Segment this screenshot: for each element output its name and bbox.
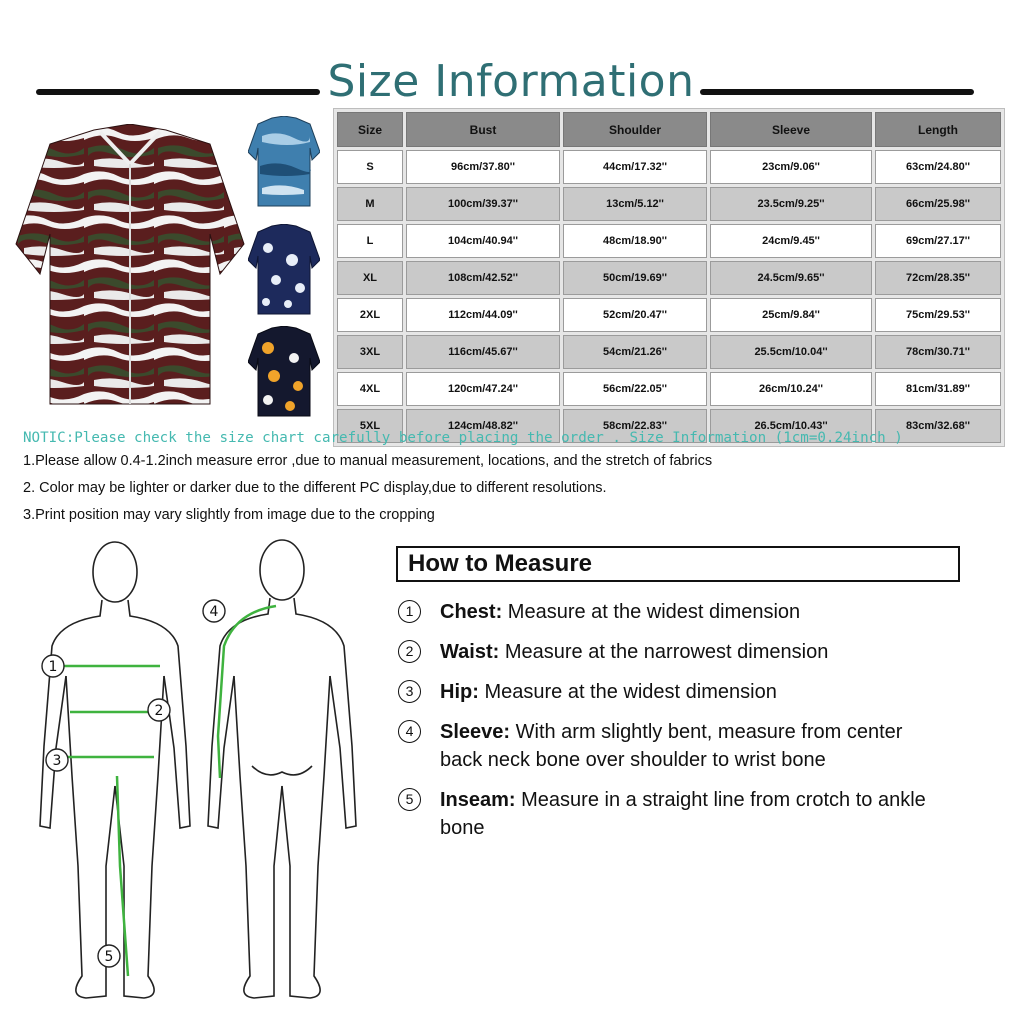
measure-num: 3	[398, 680, 421, 703]
measure-num: 4	[398, 720, 421, 743]
cell-sleeve: 24cm/9.45''	[710, 224, 872, 258]
cell-size: 3XL	[337, 335, 403, 369]
cell-shoulder: 58cm/22.83''	[563, 409, 707, 443]
cell-size: M	[337, 187, 403, 221]
marker-label-2: 2	[154, 703, 164, 719]
marker-label-5: 5	[104, 949, 114, 965]
marker-label-4: 4	[209, 604, 219, 620]
cell-sleeve: 26cm/10.24''	[710, 372, 872, 406]
title-rule-left	[36, 89, 320, 95]
cell-size: XL	[337, 261, 403, 295]
header-length: Length	[875, 112, 1001, 147]
measure-item-inseam	[396, 786, 996, 842]
how-to-measure-box	[396, 546, 960, 582]
table-row	[337, 261, 1001, 295]
cell-length: 81cm/31.89''	[875, 372, 1001, 406]
cell-bust: 104cm/40.94''	[406, 224, 560, 258]
header-size: Size	[337, 112, 403, 147]
cell-shoulder: 48cm/18.90''	[563, 224, 707, 258]
note-2: 2. Color may be lighter or darker due to the different PC display,due to different resolutions.	[23, 480, 607, 496]
note-1: 1.Please allow 0.4-1.2inch measure error ,due to manual measurement, locations, and the stretch of fabrics	[23, 453, 713, 469]
cell-bust: 96cm/37.80''	[406, 150, 560, 184]
table-body	[337, 150, 1001, 443]
cell-length: 75cm/29.53''	[875, 298, 1001, 332]
measure-label: Sleeve:	[440, 721, 511, 743]
header-sleeve: Sleeve	[710, 112, 872, 147]
measure-item-sleeve	[396, 718, 996, 774]
measure-item-chest	[396, 598, 996, 626]
table-header-row	[337, 112, 1001, 147]
header-bust: Bust	[406, 112, 560, 147]
cell-sleeve: 25cm/9.84''	[710, 298, 872, 332]
measure-label: Hip:	[440, 681, 479, 703]
cell-size: 5XL	[337, 409, 403, 443]
cell-length: 69cm/27.17''	[875, 224, 1001, 258]
cell-shoulder: 56cm/22.05''	[563, 372, 707, 406]
measure-num: 1	[398, 600, 421, 623]
measure-list	[396, 598, 996, 854]
cell-length: 72cm/28.35''	[875, 261, 1001, 295]
size-table	[333, 108, 1005, 447]
page-title: Size Information	[327, 56, 695, 107]
shirt-thumb-orange-floral	[248, 326, 320, 418]
table-row	[337, 150, 1001, 184]
cell-bust: 100cm/39.37''	[406, 187, 560, 221]
table-row	[337, 335, 1001, 369]
cell-bust: 124cm/48.82''	[406, 409, 560, 443]
measure-label: Chest:	[440, 601, 503, 623]
cell-size: L	[337, 224, 403, 258]
measure-num: 2	[398, 640, 421, 663]
measure-text: With arm slightly bent, measure from center back neck bone over shoulder to wrist bone	[440, 721, 903, 771]
measure-item-waist	[396, 638, 996, 666]
cell-sleeve: 25.5cm/10.04''	[710, 335, 872, 369]
marker-label-3: 3	[52, 753, 62, 769]
shirt-main-image	[14, 124, 246, 408]
measure-num: 5	[398, 788, 421, 811]
cell-bust: 108cm/42.52''	[406, 261, 560, 295]
cell-shoulder: 50cm/19.69''	[563, 261, 707, 295]
measure-text: Measure in a straight line from crotch to ankle bone	[440, 789, 926, 839]
cell-shoulder: 44cm/17.32''	[563, 150, 707, 184]
measure-label: Inseam:	[440, 789, 516, 811]
title-rule-right	[700, 89, 974, 95]
measure-text: Measure at the narrowest dimension	[499, 641, 829, 663]
how-to-measure-title: How to Measure	[408, 550, 593, 577]
measure-label: Waist:	[440, 641, 500, 663]
back-body-figure	[196, 536, 364, 1004]
cell-bust: 112cm/44.09''	[406, 298, 560, 332]
cell-shoulder: 13cm/5.12''	[563, 187, 707, 221]
cell-sleeve: 23.5cm/9.25''	[710, 187, 872, 221]
cell-bust: 120cm/47.24''	[406, 372, 560, 406]
front-body-figure	[20, 536, 200, 1004]
cell-size: 2XL	[337, 298, 403, 332]
measure-item-hip	[396, 678, 996, 706]
cell-length: 83cm/32.68''	[875, 409, 1001, 443]
cell-sleeve: 26.5cm/10.43''	[710, 409, 872, 443]
header-shoulder: Shoulder	[563, 112, 707, 147]
measure-text: Measure at the widest dimension	[502, 601, 801, 623]
cell-sleeve: 23cm/9.06''	[710, 150, 872, 184]
cell-length: 66cm/25.98''	[875, 187, 1001, 221]
note-3: 3.Print position may vary slightly from image due to the cropping	[23, 507, 435, 523]
cell-length: 78cm/30.71''	[875, 335, 1001, 369]
table-row	[337, 224, 1001, 258]
shirt-thumb-blue-camo	[248, 116, 320, 208]
cell-shoulder: 52cm/20.47''	[563, 298, 707, 332]
measure-text: Measure at the widest dimension	[478, 681, 777, 703]
marker-label-1: 1	[48, 659, 58, 675]
table-row	[337, 187, 1001, 221]
cell-size: S	[337, 150, 403, 184]
cell-length: 63cm/24.80''	[875, 150, 1001, 184]
cell-bust: 116cm/45.67''	[406, 335, 560, 369]
table-row	[337, 372, 1001, 406]
notice-text: NOTIC:Please check the size chart carefully before placing the order . Size Information (1cm=0.24inch )	[23, 430, 903, 446]
cell-size: 4XL	[337, 372, 403, 406]
cell-shoulder: 54cm/21.26''	[563, 335, 707, 369]
table-row	[337, 298, 1001, 332]
cell-sleeve: 24.5cm/9.65''	[710, 261, 872, 295]
shirt-thumb-navy-floral	[248, 224, 320, 316]
